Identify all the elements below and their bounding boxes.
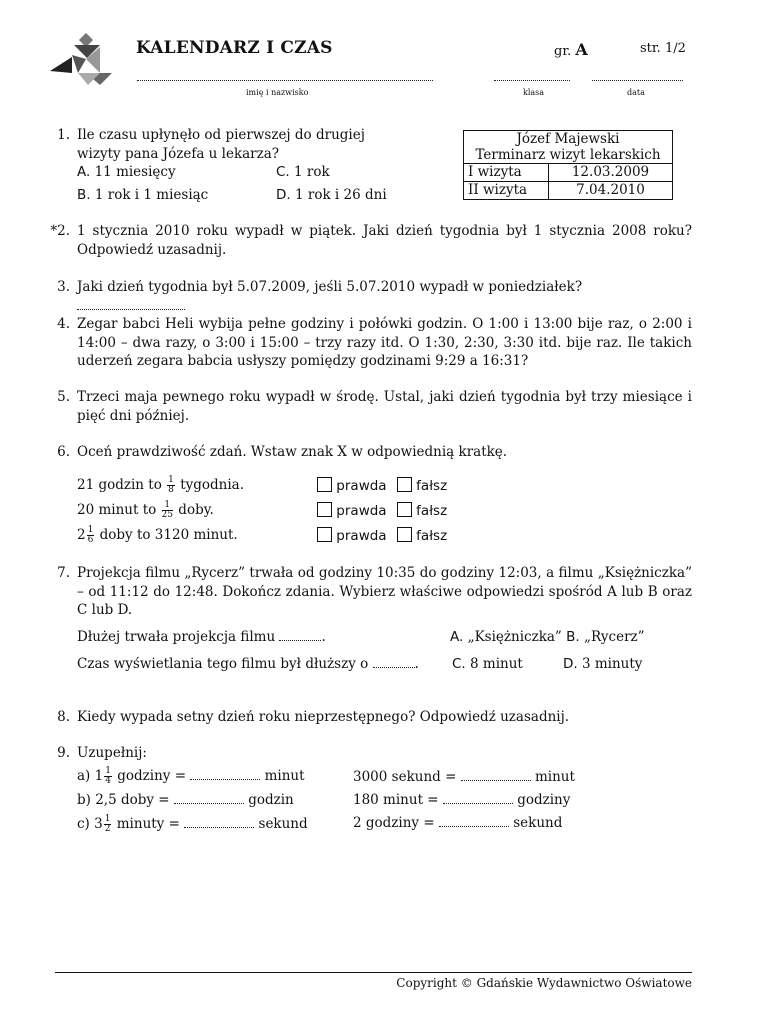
answer-field[interactable] bbox=[174, 792, 244, 804]
true-checkbox[interactable] bbox=[317, 477, 332, 492]
statement-3: 2 $\frac{1}{6}$ doby to 3120 minut. bbox=[77, 525, 238, 545]
answer-field[interactable] bbox=[461, 769, 531, 781]
question-number: 8. bbox=[57, 709, 70, 725]
answer-field[interactable] bbox=[373, 656, 415, 668]
question-number: 4. bbox=[57, 316, 70, 332]
visit-label: I wizyta bbox=[464, 164, 549, 182]
question-text: Trzeci maja pewnego roku wypadł w środę. Ustal, jaki dzień tygodnia był trzy miesiące i pięć dni później. bbox=[77, 389, 692, 424]
q7-line-1: Dłużej trwała projekcja filmu . bbox=[77, 629, 326, 645]
table-title bbox=[464, 131, 673, 164]
fraction: $\frac{1}{4}$ bbox=[105, 766, 111, 786]
question-text: Kiedy wypada setny dzień roku nieprzestępnego? Odpowiedź uzasadnij. bbox=[77, 709, 570, 725]
fraction: $\frac{1}{2}$ bbox=[104, 814, 111, 834]
q9-item-c: c) 3 $\frac{1}{2}$ minuty = sekund bbox=[77, 814, 308, 834]
table-row bbox=[464, 164, 673, 182]
name-label: imię i nazwisko bbox=[246, 88, 309, 97]
group-label bbox=[554, 40, 588, 59]
true-checkbox[interactable] bbox=[317, 527, 332, 542]
statement-2: 20 minut to $\frac{1}{25}$ doby. bbox=[77, 500, 214, 520]
q9-item-r2: 180 minut = godziny bbox=[353, 792, 571, 808]
answer-field[interactable] bbox=[190, 768, 260, 780]
question-text: Ile czasu upłynęło od pierwszej do drugiej wizyty pana Józefa u lekarza? bbox=[77, 127, 365, 162]
question-number: *2. bbox=[50, 223, 70, 239]
fraction: $\frac{1}{8}$ bbox=[168, 475, 174, 495]
true-checkbox[interactable] bbox=[317, 502, 332, 517]
option-a[interactable]: „Księżniczka” bbox=[467, 629, 562, 645]
table-row bbox=[464, 182, 673, 200]
false-checkbox[interactable] bbox=[397, 527, 412, 542]
q1-option-a[interactable]: A. 11 miesięcy bbox=[77, 164, 176, 180]
question-text: 1 stycznia 2010 roku wypadł w piątek. Jaki dzień tygodnia był 1 stycznia 2008 roku? Odpowiedź uzasadnij. bbox=[77, 223, 692, 258]
false-checkbox[interactable] bbox=[397, 477, 412, 492]
question-number: 5. bbox=[57, 389, 70, 405]
question-number: 3. bbox=[57, 279, 70, 295]
option-a-letter: A. bbox=[450, 629, 464, 645]
question-text: Uzupełnij: bbox=[77, 745, 147, 761]
page-number: str. 1/2 bbox=[640, 41, 686, 56]
true-false-row-3: prawda fałsz bbox=[317, 527, 447, 544]
answer-field[interactable] bbox=[77, 298, 185, 310]
q7-option-c[interactable]: C. 8 minut bbox=[452, 656, 523, 672]
q9-item-r3: 2 godziny = sekund bbox=[353, 815, 563, 831]
group-letter: A bbox=[575, 40, 588, 59]
q9-item-r1: 3000 sekund = minut bbox=[353, 769, 575, 785]
visit-date: 12.03.2009 bbox=[549, 164, 673, 182]
visit-label: II wizyta bbox=[464, 182, 549, 200]
question-number: 9. bbox=[57, 745, 70, 761]
q7-options-ab bbox=[450, 629, 645, 645]
answer-field[interactable] bbox=[439, 815, 509, 827]
question-number: 7. bbox=[57, 565, 70, 581]
option-b[interactable]: „Rycerz” bbox=[584, 629, 645, 645]
table-title-line2: Terminarz wizyt lekarskich bbox=[475, 147, 661, 163]
visit-schedule-table bbox=[463, 130, 673, 200]
question-text: Jaki dzień tygodnia był 5.07.2009, jeśli 5.07.2010 wypadł w poniedziałek? bbox=[77, 279, 583, 295]
q9-item-a: a) 1 $\frac{1}{4}$ godziny = minut bbox=[77, 766, 305, 786]
date-field[interactable] bbox=[592, 80, 683, 81]
answer-field[interactable] bbox=[279, 629, 321, 641]
group-prefix: gr. bbox=[554, 44, 572, 59]
class-field[interactable] bbox=[494, 80, 570, 81]
q1-option-d[interactable]: D. 1 rok i 26 dni bbox=[276, 187, 387, 203]
true-false-row-2: prawda fałsz bbox=[317, 502, 447, 519]
q1-option-c[interactable]: C. 1 rok bbox=[276, 164, 330, 180]
footer-divider bbox=[55, 972, 692, 973]
name-field[interactable] bbox=[137, 80, 433, 81]
table-title-line1: Józef Majewski bbox=[516, 131, 620, 147]
option-b-letter: B. bbox=[566, 629, 580, 645]
visit-date: 7.04.2010 bbox=[549, 182, 673, 200]
question-text: Zegar babci Heli wybija pełne godziny i połówki godzin. O 1:00 i 13:00 bije raz, o 2:00 i 14:00 – dwa razy, o 3:00 i 15:00 – trzy razy itd. O 1:30, 2:30, 3:30 itd. bije raz. Ile takich uderzeń zegara babcia usłyszy pomiędzy godzinami 9:29 a 16:31? bbox=[77, 316, 692, 369]
q9-item-b: b) 2,5 doby = godzin bbox=[77, 792, 294, 808]
q1-option-b[interactable]: B. 1 rok i 1 miesiąc bbox=[77, 187, 209, 203]
fraction: $\frac{1}{6}$ bbox=[87, 525, 94, 545]
q7-option-d[interactable]: D. 3 minuty bbox=[563, 656, 643, 672]
question-number: 6. bbox=[57, 444, 70, 460]
false-checkbox[interactable] bbox=[397, 502, 412, 517]
fraction: $\frac{1}{25}$ bbox=[161, 500, 173, 520]
question-text: Oceń prawdziwość zdań. Wstaw znak X w odpowiednią kratkę. bbox=[77, 444, 508, 460]
date-label: data bbox=[627, 88, 645, 97]
answer-field[interactable] bbox=[443, 792, 513, 804]
question-text: Projekcja filmu „Rycerz” trwała od godziny 10:35 do godziny 12:03, a filmu „Księżniczka” – od 11:12 do 12:48. Dokończ zdania. Wybierz właściwe odpowiedzi spośród A lub B oraz C lub D. bbox=[77, 565, 692, 618]
question-number: 1. bbox=[57, 127, 70, 143]
publisher-logo bbox=[48, 33, 114, 87]
copyright: Copyright © Gdańskie Wydawnictwo Oświatowe bbox=[396, 976, 692, 990]
class-label: klasa bbox=[523, 88, 545, 97]
worksheet-title: KALENDARZ I CZAS bbox=[136, 38, 333, 58]
answer-field[interactable] bbox=[184, 816, 254, 828]
true-false-row-1: prawda fałsz bbox=[317, 477, 447, 494]
q7-line-2: Czas wyświetlania tego filmu był dłuższy o . bbox=[77, 656, 419, 672]
statement-1: 21 godzin to $\frac{1}{8}$ tygodnia. bbox=[77, 475, 245, 495]
